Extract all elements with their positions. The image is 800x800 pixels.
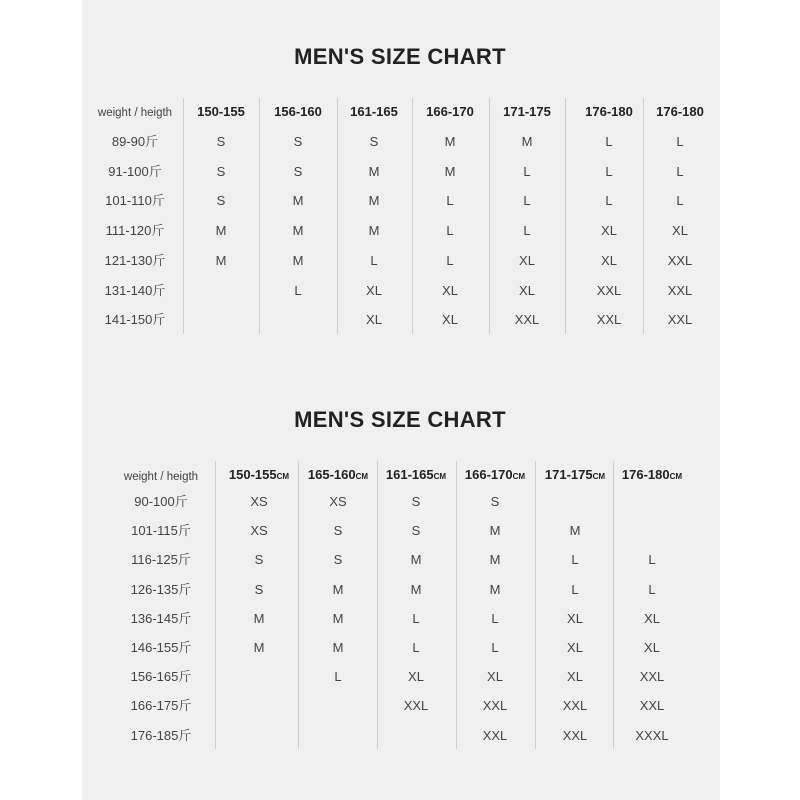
size-cell: L [446,223,454,239]
size-cell: M [253,610,265,626]
size-cell: XL [408,669,424,685]
height-unit-label: CM [592,472,606,481]
size-cell: M [444,163,456,179]
height-unit-label: CM [355,472,369,481]
size-cell: XXL [639,698,665,714]
size-cell: M [332,610,344,626]
size-cell: XL [487,669,503,685]
corner-label: weight / heigth [97,107,173,119]
height-header-label: 165-160 [307,467,356,482]
size-cell: S [333,552,343,568]
weight-label: 91-100斤 [108,163,162,179]
height-header-label: 161-165 [385,467,434,482]
size-cell: XXL [667,252,693,268]
height-unit-label: CM [669,472,683,481]
weight-label: 136-145斤 [130,610,192,626]
size-cell: S [411,494,421,509]
height-header-label: 176-180 [621,467,670,482]
size-cell: L [491,640,499,655]
size-cell: M [368,163,380,179]
size-cell: XL [567,669,583,685]
size-cell: M [215,223,227,239]
size-cell: L [523,223,531,239]
size-chart-1-title: MEN'S SIZE CHART [294,44,506,69]
size-cell: S [216,134,226,149]
size-cell: S [369,134,379,149]
size-cell: M [292,223,304,239]
size-cell: M [444,134,456,149]
size-cell: M [368,193,380,209]
weight-label: 90-100斤 [134,494,188,509]
size-cell: L [446,193,454,209]
size-cell: L [523,163,531,179]
height-header [219,467,299,485]
size-cell: XXXL [635,727,669,743]
size-cell: S [411,523,421,539]
size-cell: XL [601,223,617,239]
size-cell: L [605,163,613,179]
size-cell: XXL [514,312,540,328]
size-cell: M [521,134,533,149]
column-divider [298,461,299,749]
size-cell: L [370,252,378,268]
size-cell: XXL [639,669,665,685]
weight-label: 126-135斤 [130,581,192,597]
size-cell: L [334,669,342,685]
size-cell: XL [567,610,583,626]
size-cell: XXL [482,727,508,743]
height-header [298,467,378,485]
size-cell: XXL [403,698,429,714]
size-cell: M [215,252,227,268]
size-cell: L [605,134,613,149]
size-cell: M [292,252,304,268]
size-cell: M [489,552,501,568]
height-header-label: 150-155 [228,467,277,482]
weight-label: 166-175斤 [130,698,192,714]
height-header: 150-155 [197,104,245,119]
column-divider [613,461,614,749]
size-cell: M [410,552,422,568]
height-header-label: 166-170 [464,467,513,482]
size-cell: XL [644,640,660,655]
size-cell: L [648,581,656,597]
size-cell: XL [442,282,458,298]
height-header: 161-165 [350,104,398,119]
size-cell: S [216,193,226,209]
size-cell: M [253,640,265,655]
size-cell: XL [366,312,382,328]
size-cell: L [523,193,531,209]
column-divider [535,461,536,749]
size-cell: L [412,640,420,655]
height-header: 176-180 [656,104,704,119]
size-cell: L [294,282,302,298]
size-cell: M [410,581,422,597]
size-cell: S [293,163,303,179]
size-cell: XL [567,640,583,655]
size-cell: S [254,552,264,568]
size-cell: L [676,193,684,209]
corner-label: weight / heigth [123,471,199,483]
size-cell: L [571,581,579,597]
column-divider [215,461,216,749]
size-cell: M [332,581,344,597]
height-header [612,467,692,485]
size-cell: L [648,552,656,568]
size-cell: XL [519,282,535,298]
height-header: 166-170 [426,104,474,119]
weight-label: 131-140斤 [104,282,166,298]
size-cell: M [332,640,344,655]
size-cell: S [490,494,500,509]
weight-label: 176-185斤 [130,727,192,743]
size-cell: XS [250,494,268,509]
weight-label: 111-120斤 [105,223,165,239]
size-cell: S [333,523,343,539]
weight-label: 146-155斤 [130,640,192,655]
size-cell: L [412,610,420,626]
size-cell: XXL [596,282,622,298]
size-cell: XXL [562,727,588,743]
size-cell: XL [672,223,688,239]
height-unit-label: CM [433,472,447,481]
height-header: 176-180 [585,104,633,119]
size-cell: L [676,163,684,179]
weight-label: 101-115斤 [131,523,191,539]
size-cell: M [489,523,501,539]
size-cell: XXL [482,698,508,714]
size-chart-2-title: MEN'S SIZE CHART [294,407,506,432]
size-cell: M [368,223,380,239]
height-unit-label: CM [512,472,526,481]
size-cell: XL [442,312,458,328]
size-cell: XXL [562,698,588,714]
height-header [455,467,535,485]
weight-label: 116-125斤 [131,552,191,568]
size-cell: XS [250,523,268,539]
weight-label: 89-90斤 [111,134,159,149]
size-cell: XXL [667,282,693,298]
height-header: 156-160 [274,104,322,119]
column-divider [377,461,378,749]
weight-label: 141-150斤 [104,312,166,328]
weight-label: 101-110斤 [105,193,165,209]
size-cell: M [292,193,304,209]
height-header [535,467,615,485]
height-header-label: 171-175 [544,467,593,482]
size-cell: L [446,252,454,268]
size-cell: XXL [667,312,693,328]
size-cell: L [676,134,684,149]
size-cell: L [571,552,579,568]
column-divider [456,461,457,749]
height-header: 171-175 [503,104,551,119]
size-cell: S [293,134,303,149]
size-cell: M [569,523,581,539]
height-header [376,467,456,485]
weight-label: 121-130斤 [104,252,166,268]
size-cell: L [605,193,613,209]
size-cell: XL [366,282,382,298]
size-cell: XL [519,252,535,268]
size-cell: L [491,610,499,626]
size-cell: XL [601,252,617,268]
size-cell: M [489,581,501,597]
size-cell: XXL [596,312,622,328]
size-cell: XS [329,494,347,509]
height-unit-label: CM [276,472,290,481]
weight-label: 156-165斤 [130,669,192,685]
size-cell: S [216,163,226,179]
size-cell: S [254,581,264,597]
size-cell: XL [644,610,660,626]
